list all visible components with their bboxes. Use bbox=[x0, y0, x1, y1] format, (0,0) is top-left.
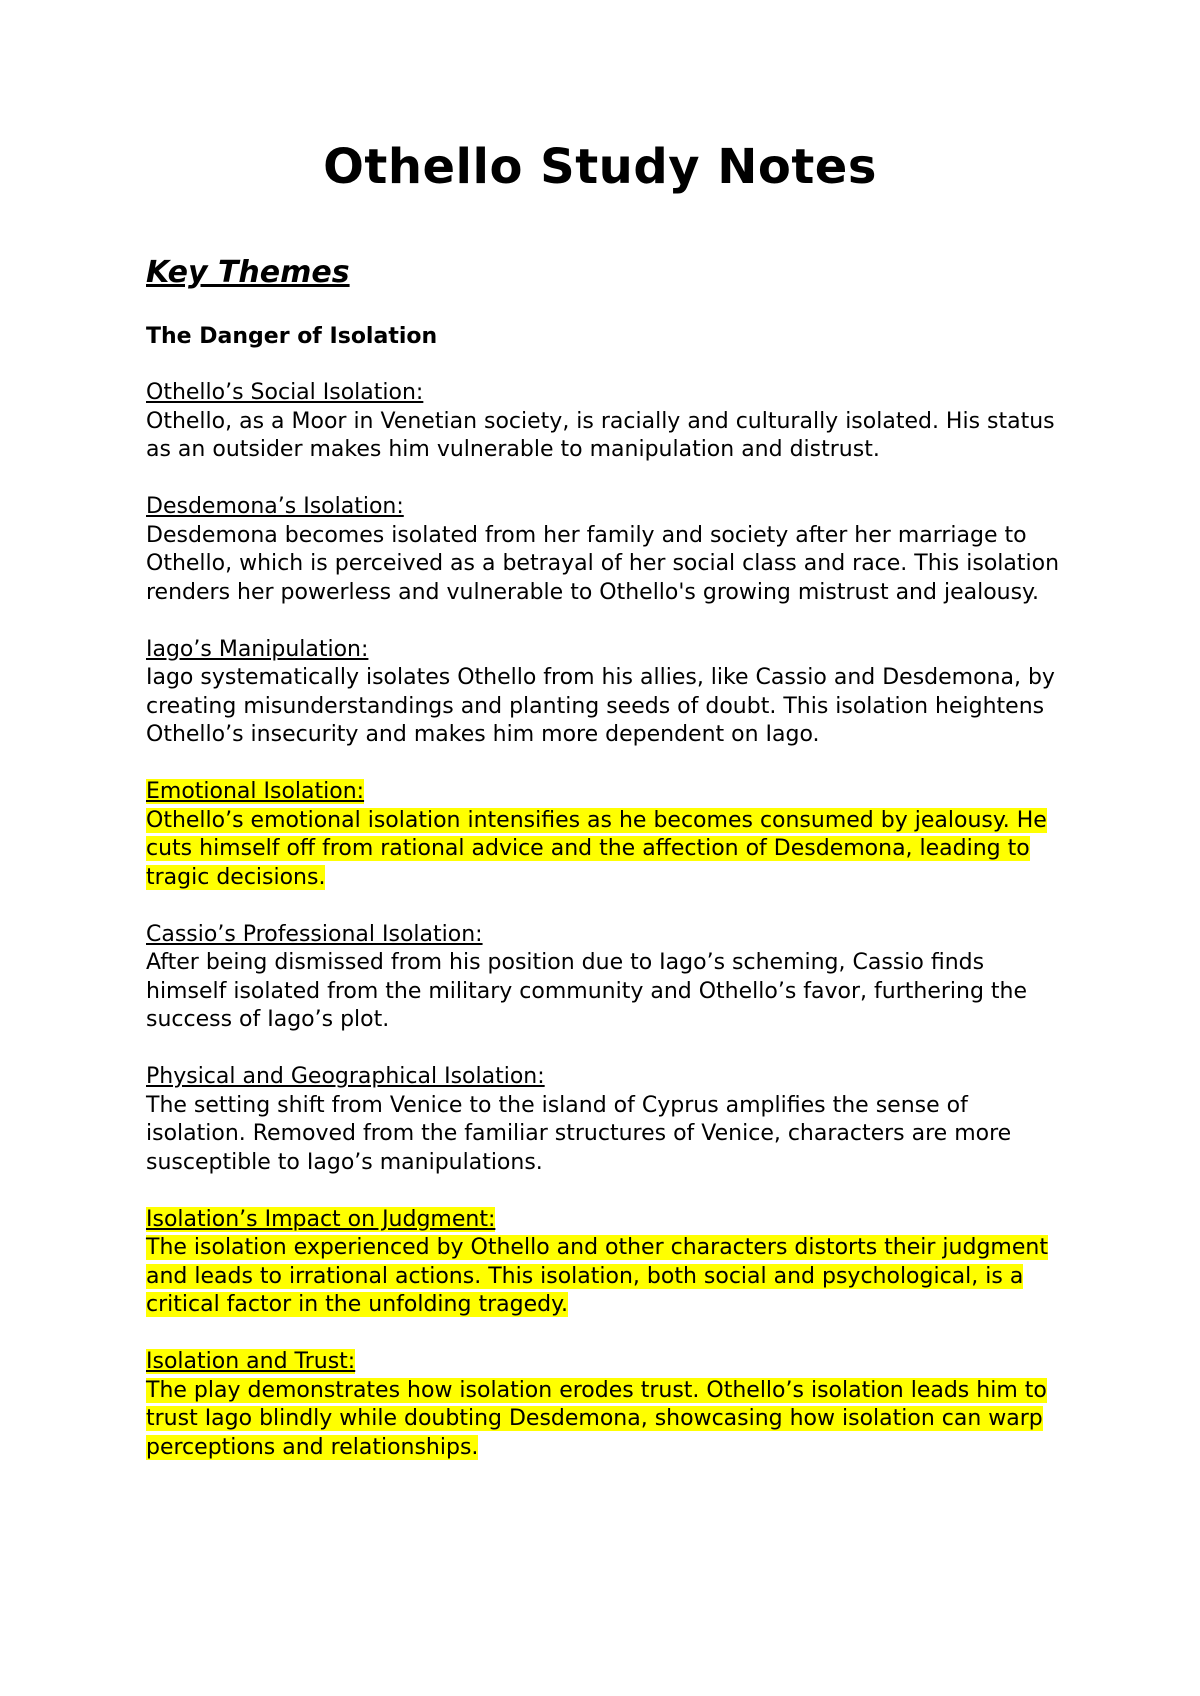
entry-label: Physical and Geographical Isolation: bbox=[146, 1064, 545, 1090]
entry-text: The play demonstrates how isolation erodes trust. Othello’s isolation leads him to trust Iago blindly while doubting Desdemona, showcasing how isolation can warp perceptions and relationships. bbox=[146, 1377, 1047, 1460]
theme-entry-desdemona-isolation bbox=[146, 493, 1066, 607]
theme-entry-isolation-and-trust bbox=[146, 1348, 1066, 1462]
entry-label: Isolation’s Impact on Judgment: bbox=[146, 1206, 496, 1232]
entry-label: Othello’s Social Isolation: bbox=[146, 380, 424, 406]
document-body bbox=[146, 140, 1086, 1491]
theme-entries-list bbox=[146, 379, 1086, 1462]
entry-text: The setting shift from Venice to the island of Cyprus amplifies the sense of isolation. Removed from the familiar structures of Venice, characters are more susceptible to Iago’s manipulations. bbox=[146, 1092, 1012, 1175]
entry-label: Desdemona’s Isolation: bbox=[146, 494, 404, 520]
subheading-danger-of-isolation: The Danger of Isolation bbox=[146, 324, 438, 350]
entry-text: Iago systematically isolates Othello from his allies, like Cassio and Desdemona, by creating misunderstandings and planting seeds of doubt. This isolation heightens Othello’s insecurity and makes him more dependent on Iago. bbox=[146, 665, 1055, 748]
document-title: Othello Study Notes bbox=[323, 139, 877, 195]
theme-entry-physical-isolation bbox=[146, 1063, 1066, 1177]
theme-entry-iago-manipulation bbox=[146, 636, 1066, 750]
theme-entry-cassio-isolation bbox=[146, 921, 1066, 1035]
theme-entry-emotional-isolation bbox=[146, 778, 1066, 892]
theme-entry-social-isolation bbox=[146, 379, 1066, 465]
entry-label: Emotional Isolation: bbox=[146, 779, 365, 805]
entry-label: Iago’s Manipulation: bbox=[146, 636, 369, 662]
entry-text: Othello’s emotional isolation intensifies as he becomes consumed by jealousy. He cuts himself off from rational advice and the affection of Desdemona, leading to tragic decisions. bbox=[146, 807, 1047, 890]
entry-text: After being dismissed from his position due to Iago’s scheming, Cassio finds himself isolated from the military community and Othello’s favor, furthering the success of Iago’s plot. bbox=[146, 950, 1028, 1033]
entry-text: Desdemona becomes isolated from her family and society after her marriage to Othello, which is perceived as a betrayal of her social class and race. This isolation renders her powerless and vulnerable to Othello's growing mistrust and jealousy. bbox=[146, 522, 1060, 605]
entry-text: Othello, as a Moor in Venetian society, is racially and culturally isolated. His status as an outsider makes him vulnerable to manipulation and distrust. bbox=[146, 408, 1055, 463]
entry-label: Cassio’s Professional Isolation: bbox=[146, 921, 483, 947]
theme-entry-impact-on-judgment bbox=[146, 1206, 1066, 1320]
entry-label: Isolation and Trust: bbox=[146, 1349, 356, 1375]
section-heading-key-themes: Key Themes bbox=[146, 255, 350, 291]
entry-text: The isolation experienced by Othello and other characters distorts their judgment and leads to irrational actions. This isolation, both social and psychological, is a critical factor in the unfolding tragedy. bbox=[146, 1235, 1048, 1318]
